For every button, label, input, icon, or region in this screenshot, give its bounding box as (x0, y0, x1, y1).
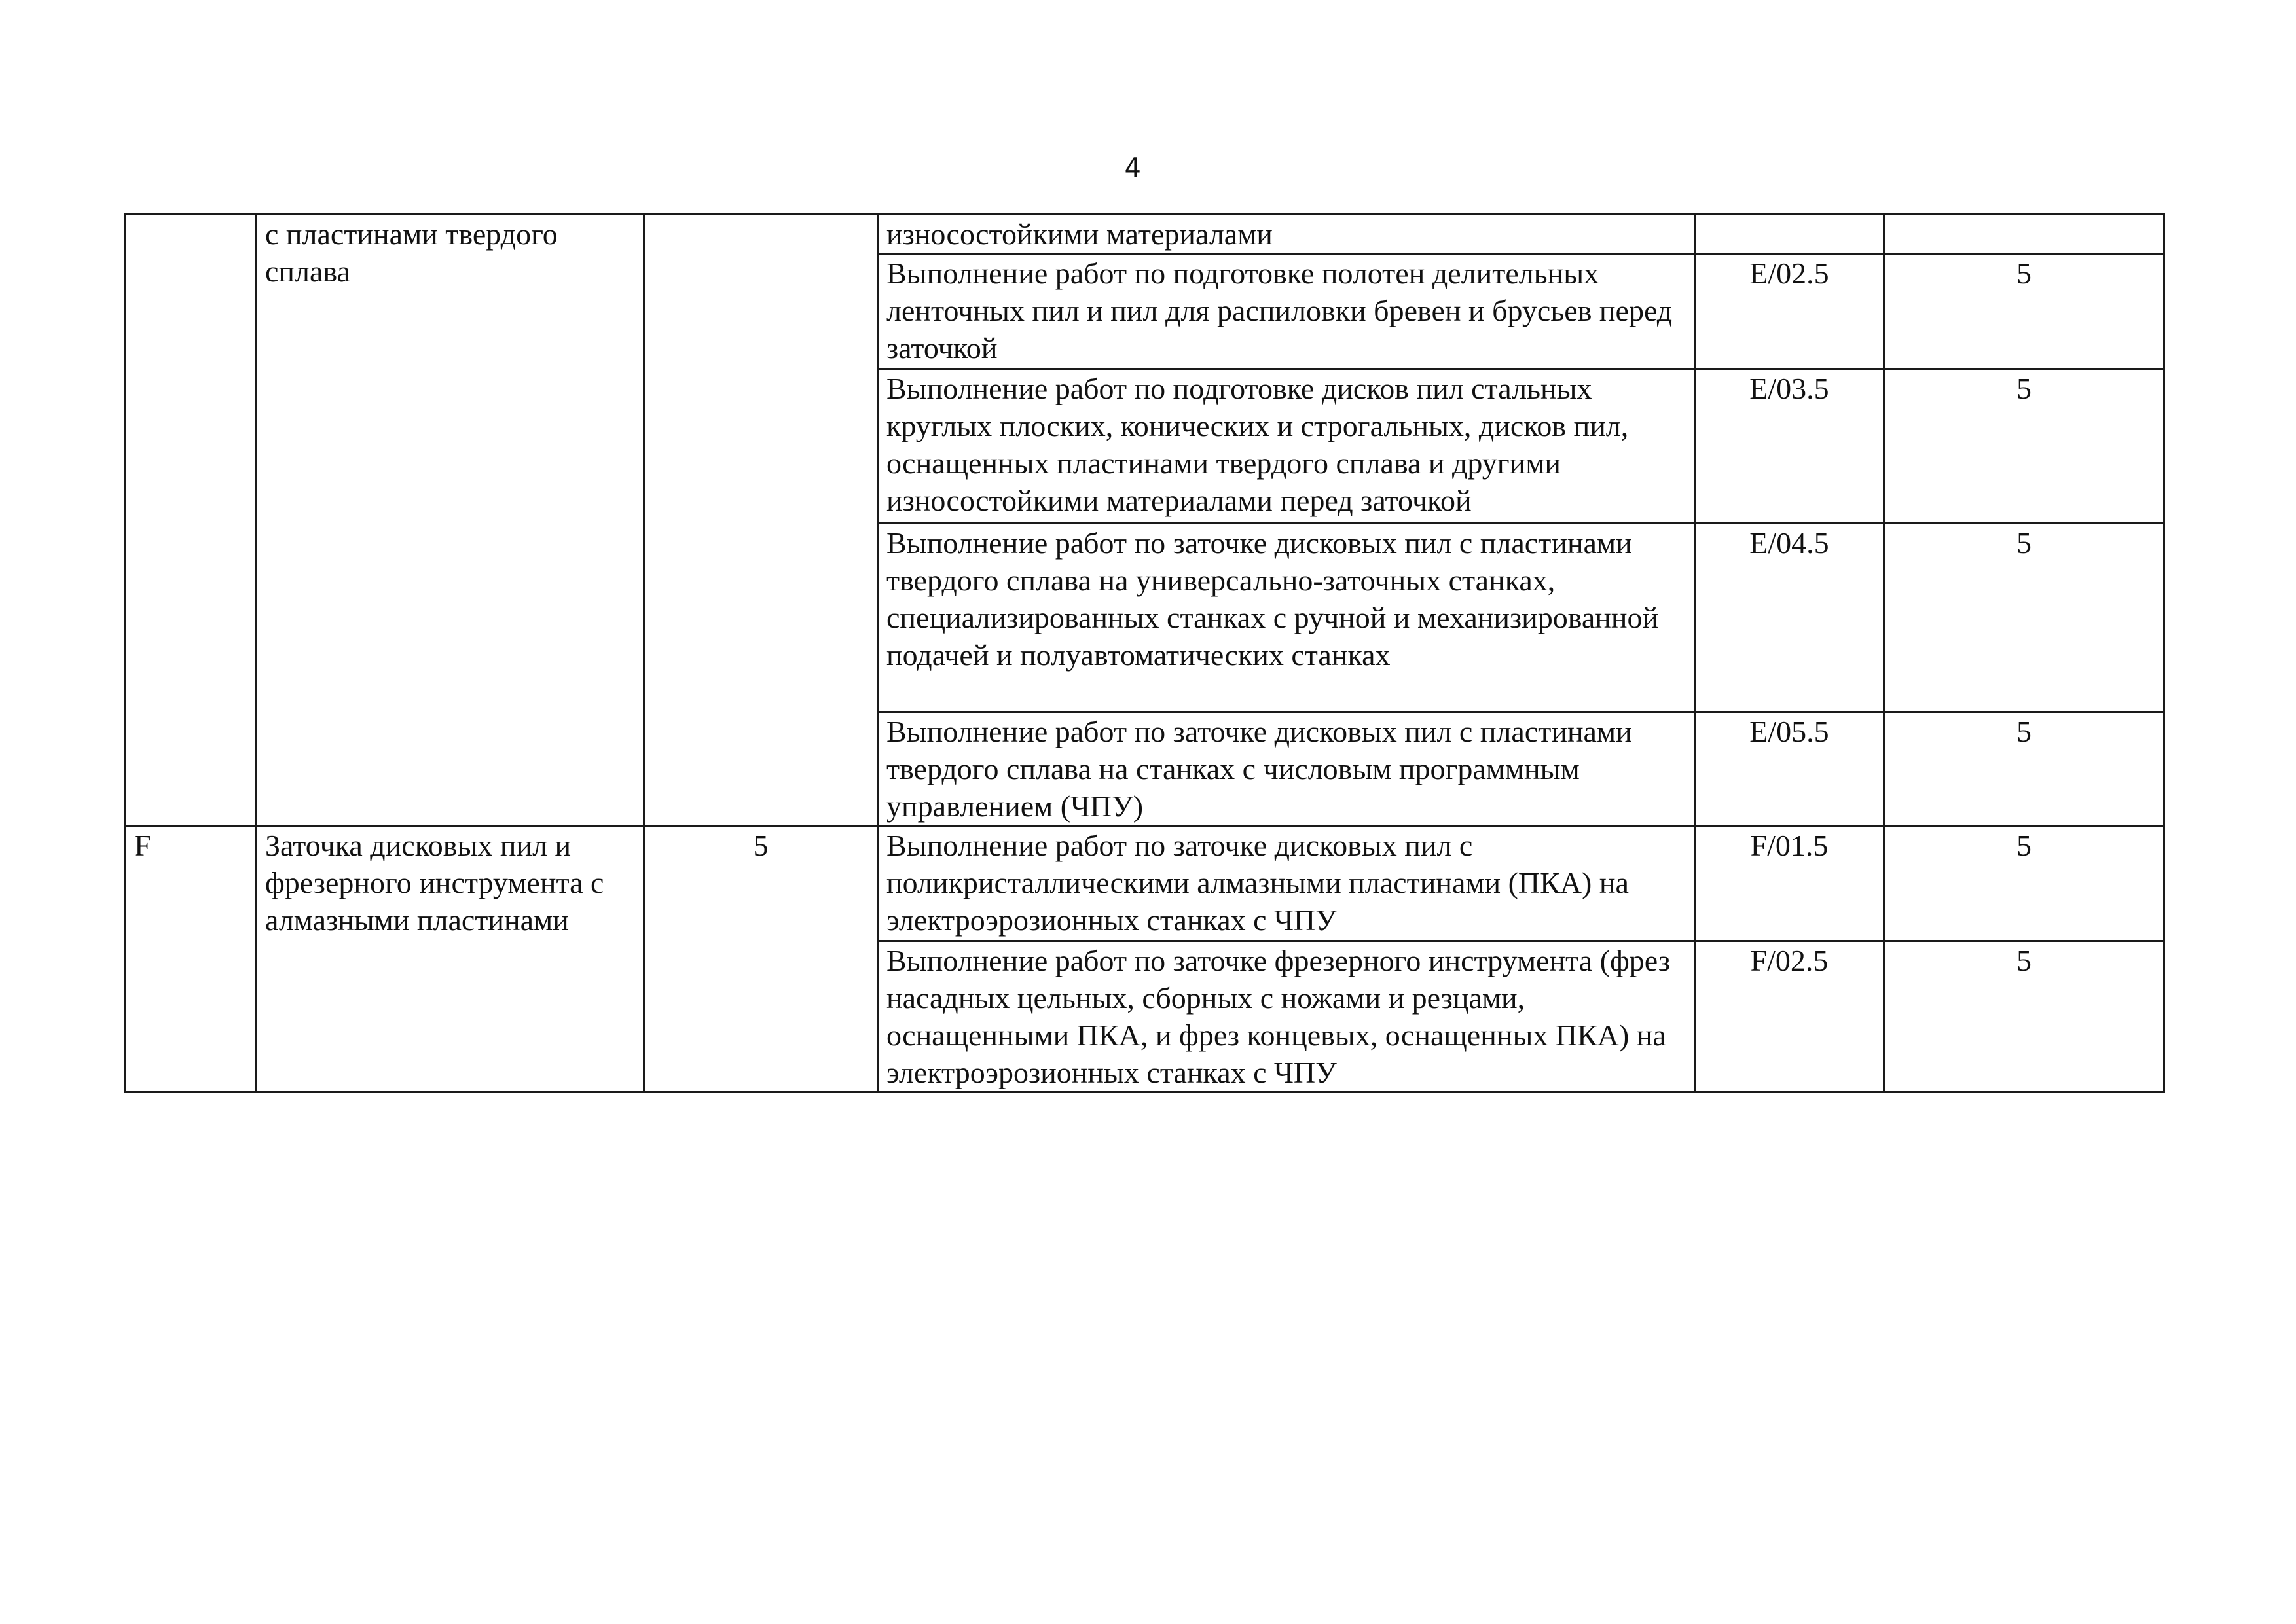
page-number: 4 (1124, 152, 1141, 184)
function-name-cell (878, 215, 1695, 254)
gtf-level: 5 (753, 829, 769, 862)
gtf-code: F (134, 829, 151, 862)
function-name-cell (878, 826, 1695, 941)
function-level: 5 (2016, 372, 2032, 405)
function-level-cell (1884, 524, 2164, 712)
function-name-cell (878, 369, 1695, 524)
functions-table (124, 213, 2165, 1093)
function-name: износостойкими материалами (886, 217, 1273, 251)
function-name-cell (878, 941, 1695, 1092)
function-name-cell (878, 254, 1695, 369)
table-row (126, 826, 2164, 941)
function-code: E/03.5 (1749, 372, 1829, 405)
function-name: Выполнение работ по заточке дисковых пил с пластинами твердого сплава на станках с числовым программным управлением (ЧПУ) (886, 715, 1632, 823)
function-code-cell (1695, 524, 1884, 712)
gtf-name-cell (257, 826, 644, 1092)
function-code-cell (1695, 254, 1884, 369)
gtf-code-cell (126, 826, 257, 1092)
function-code: F/02.5 (1750, 944, 1829, 977)
function-level: 5 (2016, 944, 2032, 977)
function-level-cell (1884, 941, 2164, 1092)
function-code: E/05.5 (1749, 715, 1829, 748)
gtf-level-cell (644, 215, 878, 826)
function-level-cell (1884, 215, 2164, 254)
function-code: F/01.5 (1750, 829, 1829, 862)
function-name: Выполнение работ по подготовке дисков пил стальных круглых плоских, конических и строгальных, дисков пил, оснащенных пластинами твердого сплава и другими износостойкими материалами перед заточкой (886, 372, 1629, 517)
function-name: Выполнение работ по заточке фрезерного инструмента (фрез насадных цельных, сборных с ножами и резцами, оснащенными ПКА, и фрез концевых, оснащенных ПКА) на электроэрозионных станках с ЧПУ (886, 944, 1670, 1089)
function-code-cell (1695, 826, 1884, 941)
function-level-cell (1884, 369, 2164, 524)
function-name-cell (878, 524, 1695, 712)
table-row (126, 215, 2164, 254)
function-code-cell (1695, 369, 1884, 524)
gtf-code-cell (126, 215, 257, 826)
function-name: Выполнение работ по подготовке полотен делительных ленточных пил и пил для распиловки бревен и брусьев перед заточкой (886, 257, 1673, 365)
function-level-cell (1884, 826, 2164, 941)
function-code-cell (1695, 712, 1884, 826)
gtf-level-cell (644, 826, 878, 1092)
function-level: 5 (2016, 829, 2032, 862)
function-level-cell (1884, 712, 2164, 826)
gtf-name: с пластинами твердого сплава (265, 217, 558, 288)
function-name-cell (878, 712, 1695, 826)
function-name: Выполнение работ по заточке дисковых пил с пластинами твердого сплава на универсально-заточных станках, специализированных станках с ручной и механизированной подачей и полуавтоматических станках (886, 526, 1659, 672)
gtf-name-cell (257, 215, 644, 826)
function-level: 5 (2016, 257, 2032, 290)
function-level: 5 (2016, 715, 2032, 748)
function-code-cell (1695, 941, 1884, 1092)
function-name: Выполнение работ по заточке дисковых пил с поликристаллическими алмазными пластинами (ПКА) на электроэрозионных станках с ЧПУ (886, 829, 1629, 937)
function-code: E/04.5 (1749, 526, 1829, 560)
function-code-cell (1695, 215, 1884, 254)
gtf-name: Заточка дисковых пил и фрезерного инструмента с алмазными пластинами (265, 829, 604, 937)
function-code: E/02.5 (1749, 257, 1829, 290)
function-level: 5 (2016, 526, 2032, 560)
function-level-cell (1884, 254, 2164, 369)
